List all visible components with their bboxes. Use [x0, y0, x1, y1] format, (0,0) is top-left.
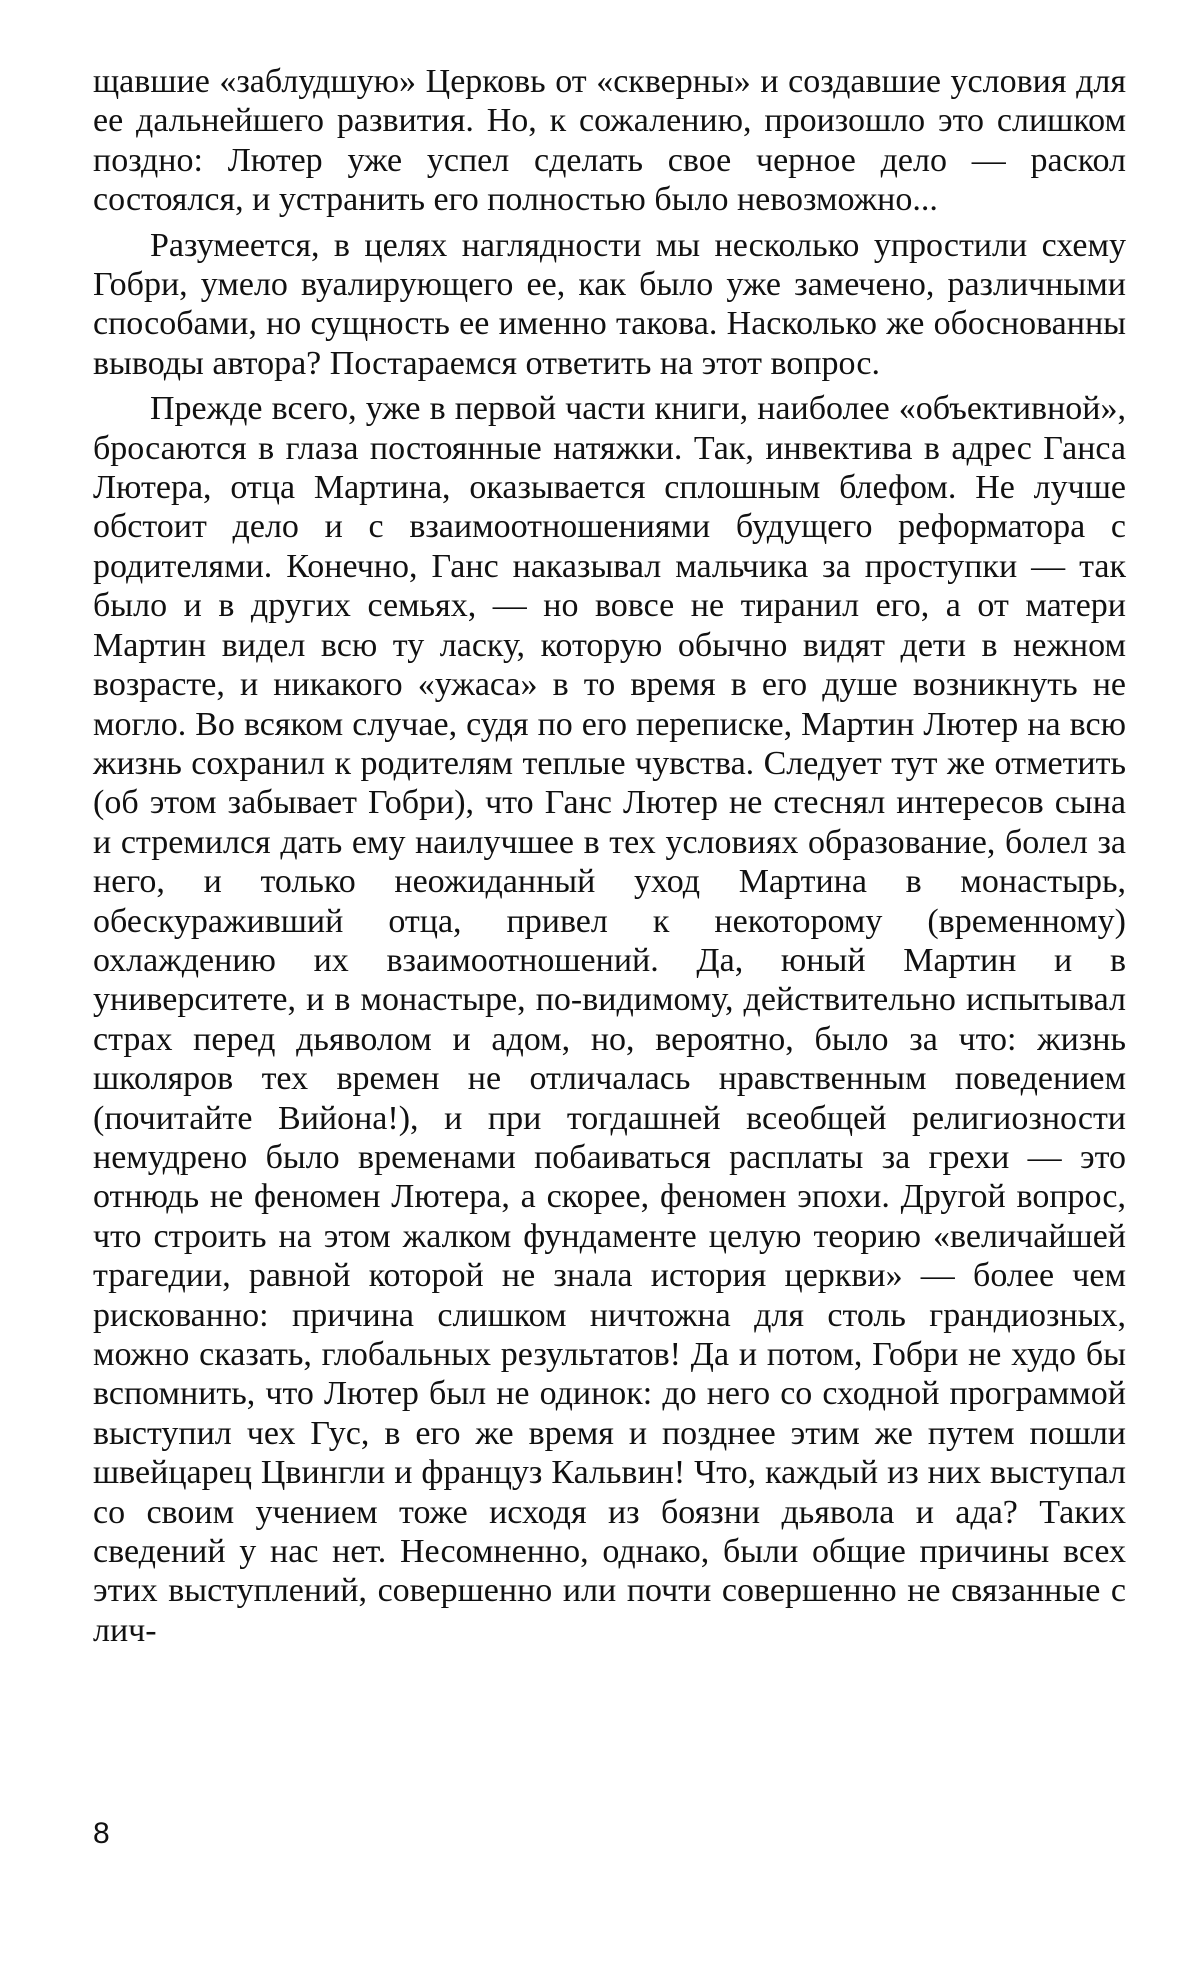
body-text	[93, 62, 1126, 1650]
paragraph-2: Разумеется, в целях наглядности мы несколько упростили схему Гобри, умело вуалирующего ее, как было уже замечено, различными способами, но сущность ее именно такова. Насколько же обоснованны выводы автора? Постараемся ответить на этот вопрос.	[93, 226, 1126, 382]
page-number: 8	[93, 1817, 110, 1850]
paragraph-continuation: щавшие «заблудшую» Церковь от «скверны» и создавшие условия для ее дальнейшего развития. Но, к сожалению, произошло это слишком поздно: Лютер уже успел сделать свое черное дело — раскол состоялся, и устранить его полностью было невозможно...	[93, 63, 1126, 219]
book-page	[93, 62, 1126, 1962]
paragraph-3: Прежде всего, уже в первой части книги, наиболее «объективной», бросаются в глаза постоянные натяжки. Так, инвектива в адрес Ганса Лютера, отца Мартина, оказывается сплошным блефом. Не лучше обстоит дело и с взаимоотношениями будущего реформатора с родителями. Конечно, Ганс наказывал мальчика за проступки — так было и в других семьях, — но вовсе не тиранил его, а от матери Мартин видел всю ту ласку, которую обычно видят дети в нежном возрасте, и никакого «ужаса» в то время в его душе возникнуть не могло. Во всяком случае, судя по его переписке, Мартин Лютер на всю жизнь сохранил к родителям теплые чувства. Следует тут же отметить (об этом забывает Гобри), что Ганс Лютер не стеснял интересов сына и стремился дать ему наилучшее в тех условиях образование, болел за него, и только неожиданный уход Мартина в монастырь, обескураживший отца, привел к некоторому (временному) охлаждению их взаимоотношений. Да, юный Мартин и в университете, и в монастыре, по-видимому, действительно испытывал страх перед дьяволом и адом, но, вероятно, было за что: жизнь школяров тех времен не отличалась нравственным поведением (почитайте Вийона!), и при тогдашней всеобщей религиозности немудрено было временами побаиваться расплаты за грехи — это отнюдь не феномен Лютера, а скорее, феномен эпохи. Другой вопрос, что строить на этом жалком фундаменте целую теорию «величайшей трагедии, равной которой не знала история церкви» — более чем рискованно: причина слишком ничтожна для столь грандиозных, можно сказать, глобальных результатов! Да и потом, Гобри не худо бы вспомнить, что Лютер был не одинок: до него со сходной программой выступил чех Гус, в его же время и позднее этим же путем пошли швейцарец Цвингли и француз Кальвин! Что, каждый из них выступал со своим учением тоже исходя из боязни дьявола и ада? Таких сведений у нас нет. Несомненно, однако, были общие причины всех этих выступлений, совершенно или почти совершенно не связанные с лич-	[93, 390, 1126, 1649]
